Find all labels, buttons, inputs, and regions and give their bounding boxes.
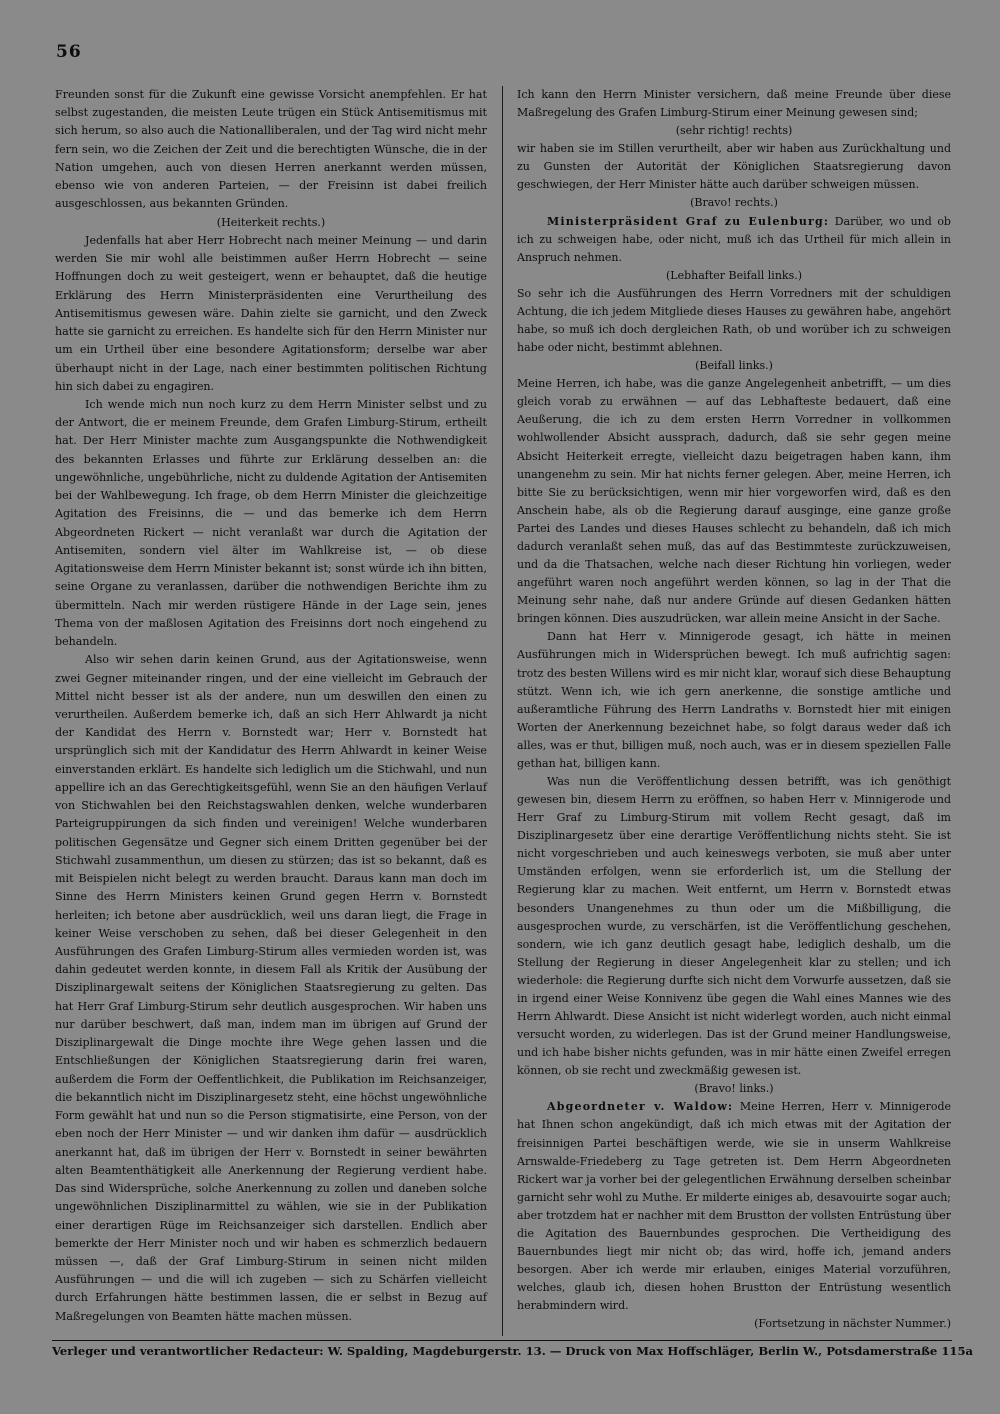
interjection: (Heiterkeit rechts.) — [216, 215, 326, 229]
paragraph: Jedenfalls hat aber Herr Hobrecht nach meiner Meinung — und darin werden Sie mir wohl alle beistimmen außer Herrn Hobrecht — seine Hoffnungen doch zu weit gesteigert, wenn er behauptet, daß die heutige Erklärung des Herrn Ministerpräsidenten eine Verurtheilung des Antisemitismus gewesen wäre. Dahin zielte sie garnicht, und den Zweck hatte sie garnicht zu erreichen. Es handelte sich für den Herrn Minister nur um ein Urtheil über eine besondere Agitationsform; derselbe war aber überhaupt nicht in der Lage, nach einer bestimmten politischen Richtung hin sich dabei zu engagiren. — [55, 233, 487, 393]
interjection: (Bravo! links.) — [694, 1082, 774, 1096]
interjection: (Beifall links.) — [695, 359, 773, 373]
page-number: 56 — [56, 42, 82, 62]
speech-text: Meine Herren, Herr v. Minnigerode hat Ihnen schon angekündigt, daß ich mich etwas mit der Agitation der freisinnigen Partei beschäftigen werde, wie sie in unserm Wahlkreise Arnswalde-Friedeberg zu Tage getreten ist. Dem Herrn Abgeordneten Rickert war ja vorher bei der gelegentlichen Erwähnung derselben scheinbar garnicht sehr wohl zu Muthe. Er milderte einiges ab, desavouirte sogar auch; aber trotzdem hat er nachher mit dem Brustton der vollsten Entrüstung über die Agitation des Bauernbundes gesprochen. Die Vertheidigung des Bauernbundes liegt mir nicht ob; das wird, hoffe ich, jemand anders besorgen. Aber ich werde mir erlauben, einiges Material vorzuführen, welches, glaub ich, diesen hohen Brustton der Entrüstung wesentlich herabmindern wird. — [517, 1100, 952, 1313]
speech-text: Darüber, wo und ob ich zu schweigen habe, oder nicht, muß ich das Urtheil für mich allein in Anspruch nehmen. — [517, 214, 951, 264]
speaker-name: Abgeordneter v. Waldow: — [547, 1100, 734, 1114]
paragraph: wir haben sie im Stillen verurtheilt, aber wir haben aus Zurückhaltung und zu Gunsten der Autorität der Königlichen Staatsregierung davon geschwiegen, der Herr Minister hätte auch darüber schweigen müssen. — [517, 142, 951, 192]
column-divider — [502, 86, 503, 1336]
speech-paragraph — [517, 213, 951, 267]
footer-imprint: Verleger und verantwortlicher Redacteur: W. Spalding, Magdeburgerstr. 13. — Druck von Max Hoffschläger, Berlin W., Potsdamerstraße 115a — [52, 1344, 974, 1358]
paragraph: Also wir sehen darin keinen Grund, aus der Agitationsweise, wenn zwei Gegner miteinander ringen, und der eine vielleicht im Gebrauch der Mittel nicht besser ist als der andere, nun um deswillen den einen zu verurtheilen. Außerdem bemerke ich, daß an sich Herr Ahlwardt ja nicht der Kandidat des Herrn v. Bornstedt war; Herr v. Bornstedt hat ursprünglich sich mit der Kandidatur des Herrn Ahlwardt in keiner Weise einverstanden erklärt. Es handelte sich lediglich um die Stichwahl, und nun appellire ich an das Gerechtigkeitsgefühl, wenn Sie an den häufigen Verlauf von Stichwahlen bei den Reichstagswahlen denken, welche wunderbaren Parteigruppirungen da sich finden und vereinigen! Welche wunderbaren politischen Gegensätze und Gegner sich einem Dritten gegenüber bei der Stichwahl zusammenthun, um diesen zu stürzen; das ist so bekannt, daß es mit Beispielen nicht belegt zu werden braucht. Daraus kann man doch im Sinne des Herrn Ministers keinen Grund gegen Herrn v. Bornstedt herleiten; ich betone aber ausdrücklich, weil uns daran liegt, die Frage in keiner Weise verschoben zu sehen, daß bei dieser Gelegenheit in den Ausführungen des Grafen Limburg-Stirum alles vermieden worden ist, was dahin gedeutet werden konnte, in diesem Fall als Kritik der Ausübung der Disziplinargewalt seitens der Königlichen Staatsregierung zu gelten. Das hat Herr Graf Limburg-Stirum sehr deutlich ausgesprochen. Wir haben uns nur darüber beschwert, daß man, indem man im übrigen auf Grund der Disziplinargewalt die Dinge mochte ihre Wege gehen lassen und die Entschließungen der Königlichen Staatsregierung darin frei waren, außerdem die Form der Oeffentlichkeit, die Publikation im Reichsanzeiger, die bekanntlich nicht im Disziplinargesetz steht, eine höchst ungewöhnliche Form gewählt hat und nun so die Person stigmatisirte, eine Person, von der eben noch der Herr Minister — und wir danken ihm dafür — ausdrücklich anerkannt hat, daß im übrigen der Herr v. Bornstedt in seiner bewährten alten Beamtenthätigkeit alle Anerkennung der Regierung verdient habe. Das sind Widersprüche, solche Anerkennung zu zollen und daneben solche ungewöhnlichen Disziplinarmittel zu wählen, wie sie in der Publikation einer derartigen Rüge im Reichsanzeiger sich darstellen. Endlich aber bemerkte der Herr Minister noch und wir haben es schmerzlich bedauern müssen —, daß der Graf Limburg-Stirum in seinen nicht milden Ausführungen — und die will ich zugeben — sich zu Schärfen vielleicht durch Erfahrungen hätte bestimmen lassen, die er selbst in Bezug auf Maßregelungen von Beamten hätte machen müssen. — [55, 653, 487, 1323]
paragraph: Freunden sonst für die Zukunft eine gewisse Vorsicht anempfehlen. Er hat selbst zugestanden, die meisten Leute trügen ein Stück Antisemitismus mit sich herum, so also auch die Nationalliberalen, und der Tag wird nicht mehr fern sein, wo die Zeichen der Zeit und die berechtigten Wünsche, die in der Nation umgehen, auch von diesen Herren anerkannt werden müssen, ebenso wie von anderen Parteien, — der Freisinn ist dabei freilich ausgeschlossen, aus bekannten Gründen. — [55, 88, 487, 211]
speaker-name: Ministerpräsident Graf zu Eulenburg: — [547, 214, 830, 228]
paragraph: Ich kann den Herrn Minister versichern, daß meine Freunde über diese Maßregelung des Grafen Limburg-Stirum einer Meinung gewesen sind; — [517, 88, 951, 120]
speech-paragraph — [517, 1098, 951, 1315]
paragraph: Ich wende mich nun noch kurz zu dem Herrn Minister selbst und zu der Antwort, die er meinem Freunde, dem Grafen Limburg-Stirum, ertheilt hat. Der Herr Minister machte zum Ausgangspunkte die Nothwendigkeit des bekannten Erlasses und führte zur Erklärung desselben an: die ungewöhnliche, ungebührliche, nicht zu duldende Agitation der Antisemiten bei der Wahlbewegung. Ich frage, ob dem Herrn Minister die gleichzeitige Agitation des Freisinns, die — und das bemerke ich dem Herrn Abgeordneten Rickert — nicht veranlaßt war durch die Agitation der Antisemiten, sondern viel älter im Wahlkreise ist, — ob diese Agitationsweise dem Herrn Minister bekannt ist; sonst würde ich ihn bitten, seine Organe zu veranlassen, darüber die nothwendigen Berichte ihm zu übermitteln. Nach mir werden rüstigere Hände in der Lage sein, jenes Thema von der maßlosen Agitation des Freisinns dort noch eingehend zu behandeln. — [55, 397, 487, 649]
interjection: (sehr richtig! rechts) — [675, 124, 793, 138]
footer-rule — [52, 1340, 952, 1341]
interjection: (Bravo! rechts.) — [690, 196, 778, 210]
paragraph: So sehr ich die Ausführungen des Herrn Vorredners mit der schuldigen Achtung, die ich jedem Mitgliede dieses Hauses zu gewähren habe, angehört habe, so muß ich doch dergleichen Rath, ob und worüber ich zu schweigen habe oder nicht, bestimmt ablehnen. — [517, 286, 951, 355]
continuation-note: (Fortsetzung in nächster Nummer.) — [754, 1317, 951, 1331]
paragraph: Dann hat Herr v. Minnigerode gesagt, ich hätte in meinen Ausführungen mich in Widersprüchen bewegt. Ich muß aufrichtig sagen: trotz des besten Willens wird es mir nicht klar, worauf sich diese Behauptung stützt. Wenn ich, wie ich gern anerkenne, die sonstige amtliche und außeramtliche Führung des Herrn Landraths v. Bornstedt hier mit einigen Worten der Anerkennung bezeichnet habe, so folgt daraus weder daß ich alles, was er thut, billigen muß, noch auch, was er in diesem speziellen Falle gethan hat, billigen kann. — [517, 630, 951, 770]
left-column — [55, 86, 487, 1326]
interjection: (Lebhafter Beifall links.) — [665, 268, 803, 282]
right-column — [517, 86, 951, 1333]
paragraph: Was nun die Veröffentlichung dessen betrifft, was ich genöthigt gewesen bin, diesem Herrn zu eröffnen, so haben Herr v. Minnigerode und Herr Graf zu Limburg-Stirum mit vollem Recht gesagt, daß im Disziplinargesetz über eine derartige Veröffentlichung nichts steht. Sie ist nicht vorgeschrieben und auch keineswegs verboten, sie muß aber unter Umständen erfolgen, wenn sie erforderlich ist, um die Stellung der Regierung klar zu machen. Weit entfernt, um Herrn v. Bornstedt etwas besonders Unangenehmes zu thun oder um die Mißbilligung, die ausgesprochen wurde, zu verschärfen, ist die Veröffentlichung geschehen, sondern, wie ich ganz deutlich gesagt habe, lediglich deshalb, um die Stellung der Regierung in dieser Angelegenheit klar zu stellen; und ich wiederhole: die Regierung durfte sich nicht dem Vorwurfe aussetzen, daß sie in irgend einer Weise Konnivenz übe gegen die Wahl eines Mannes wie des Herrn Ahlwardt. Diese Ansicht ist nicht widerlegt worden, auch nicht einmal versucht worden, zu widerlegen. Das ist der Grund meiner Handlungsweise, und ich habe bisher nichts gefunden, was in mir hätte einen Zweifel erregen können, ob sie recht und zweckmäßig gewesen ist. — [517, 774, 951, 1078]
paragraph: Meine Herren, ich habe, was die ganze Angelegenheit anbetrifft, — um dies gleich vorab zu erwähnen — auf das Lebhafteste bedauert, daß eine Aeußerung, die ich zu dem ersten Herrn Vorredner in vollkommen wohlwollender Absicht aussprach, dadurch, daß sie sehr gegen meine Absicht Heiterkeit erregte, vielleicht dazu beigetragen haben kann, ihm unangenehm zu sein. Mir hat nichts ferner gelegen. Aber, meine Herren, ich bitte Sie zu berücksichtigen, wenn mir hier vorgeworfen wird, daß es den Anschein habe, als ob die Regierung darauf ausginge, eine ganze große Partei des Landes und dieses Hauses schlecht zu behandeln, daß ich mich dadurch veranlaßt sehen muß, das auf das Bestimmteste zurückzuweisen, und da die Thatsachen, welche nach dieser Richtung hin vorliegen, weder angeführt waren noch angeführt werden können, so lag in der That die Meinung sehr nahe, daß nur andere Gründe auf diesen Gedanken hätten bringen können. Dies auszudrücken, war allein meine Ansicht in der Sache. — [517, 377, 951, 626]
